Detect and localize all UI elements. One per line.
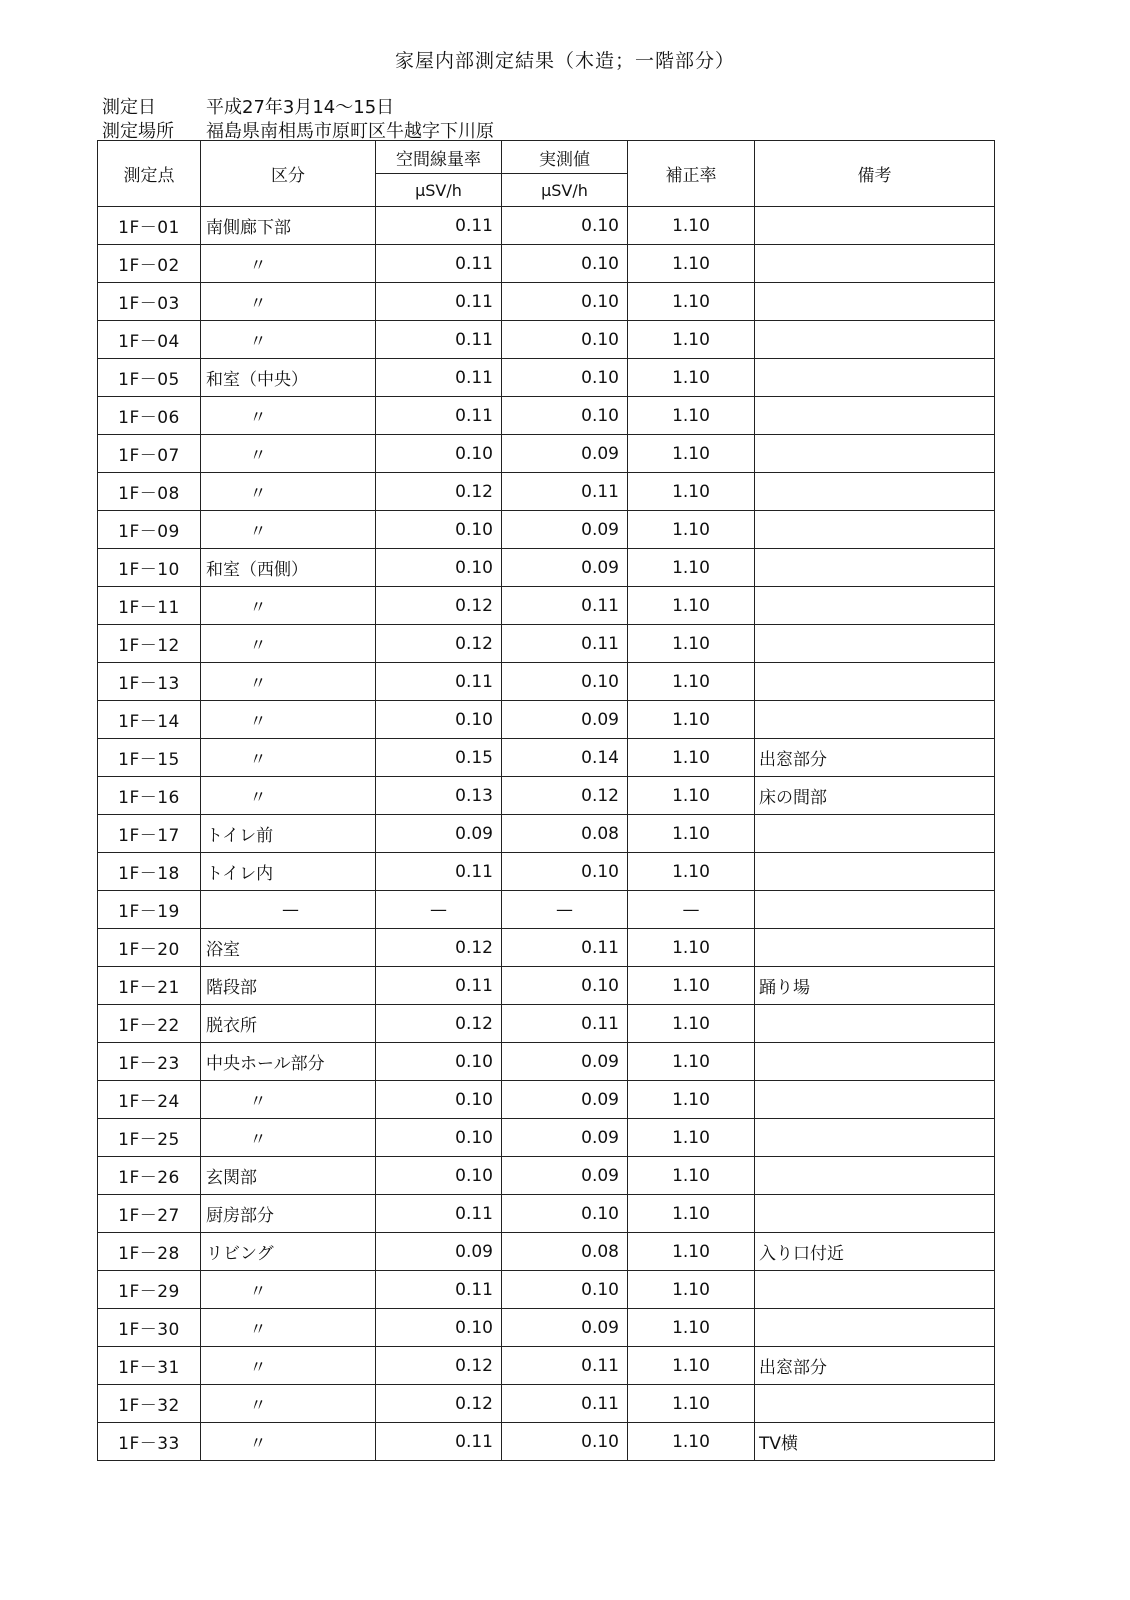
air-dose-cell: 0.12 — [376, 1385, 502, 1423]
measured-cell: — — [502, 891, 628, 929]
air-dose-cell: 0.13 — [376, 777, 502, 815]
measured-cell: 0.10 — [502, 397, 628, 435]
correction-cell: 1.10 — [628, 321, 755, 359]
note-cell — [755, 207, 995, 245]
category-cell: トイレ内 — [201, 853, 376, 891]
category-cell: 〃 — [201, 283, 376, 321]
note-cell — [755, 625, 995, 663]
measured-cell: 0.09 — [502, 1157, 628, 1195]
point-cell: 1F－16 — [98, 777, 201, 815]
table-row — [98, 853, 995, 891]
table-row — [98, 1005, 995, 1043]
note-cell: 出窓部分 — [755, 1347, 995, 1385]
point-cell: 1F－01 — [98, 207, 201, 245]
table-row — [98, 1385, 995, 1423]
point-cell: 1F－27 — [98, 1195, 201, 1233]
point-cell: 1F－28 — [98, 1233, 201, 1271]
air-dose-cell: 0.11 — [376, 1195, 502, 1233]
air-dose-cell: 0.11 — [376, 207, 502, 245]
air-dose-cell: 0.10 — [376, 1043, 502, 1081]
category-cell: 和室（西側） — [201, 549, 376, 587]
note-cell: 踊り場 — [755, 967, 995, 1005]
table-row — [98, 967, 995, 1005]
correction-cell: 1.10 — [628, 397, 755, 435]
measured-cell: 0.10 — [502, 245, 628, 283]
air-dose-cell: 0.11 — [376, 283, 502, 321]
category-cell: 〃 — [201, 701, 376, 739]
measured-cell: 0.10 — [502, 1195, 628, 1233]
measured-cell: 0.09 — [502, 1043, 628, 1081]
point-cell: 1F－02 — [98, 245, 201, 283]
air-dose-cell: 0.12 — [376, 1347, 502, 1385]
note-cell — [755, 321, 995, 359]
point-cell: 1F－18 — [98, 853, 201, 891]
correction-cell: 1.10 — [628, 245, 755, 283]
category-cell: 〃 — [201, 1271, 376, 1309]
note-cell — [755, 1157, 995, 1195]
category-cell: 〃 — [201, 777, 376, 815]
header-measured: 実測値 — [502, 141, 628, 174]
header-notes: 備考 — [755, 141, 995, 207]
note-cell — [755, 511, 995, 549]
air-dose-cell: 0.11 — [376, 1271, 502, 1309]
category-cell: 南側廊下部 — [201, 207, 376, 245]
point-cell: 1F－13 — [98, 663, 201, 701]
point-cell: 1F－20 — [98, 929, 201, 967]
point-cell: 1F－32 — [98, 1385, 201, 1423]
point-cell: 1F－33 — [98, 1423, 201, 1461]
table-row — [98, 397, 995, 435]
category-cell: 〃 — [201, 1423, 376, 1461]
measured-cell: 0.09 — [502, 1309, 628, 1347]
table-row — [98, 207, 995, 245]
correction-cell: 1.10 — [628, 207, 755, 245]
measured-cell: 0.10 — [502, 359, 628, 397]
air-dose-cell: 0.10 — [376, 1119, 502, 1157]
note-cell — [755, 473, 995, 511]
correction-cell: 1.10 — [628, 1233, 755, 1271]
category-cell: 階段部 — [201, 967, 376, 1005]
category-cell: — — [201, 891, 376, 929]
table-row — [98, 1157, 995, 1195]
table-row — [98, 473, 995, 511]
category-cell: 〃 — [201, 625, 376, 663]
page-title: 家屋内部測定結果（木造；一階部分） — [394, 50, 735, 72]
air-dose-cell: 0.11 — [376, 359, 502, 397]
header-air-dose: 空間線量率 — [376, 141, 502, 174]
note-cell: 入り口付近 — [755, 1233, 995, 1271]
point-cell: 1F－08 — [98, 473, 201, 511]
measured-cell: 0.09 — [502, 435, 628, 473]
point-cell: 1F－11 — [98, 587, 201, 625]
air-dose-cell: 0.11 — [376, 321, 502, 359]
point-cell: 1F－22 — [98, 1005, 201, 1043]
measured-cell: 0.14 — [502, 739, 628, 777]
table-row — [98, 1347, 995, 1385]
correction-cell: 1.10 — [628, 1043, 755, 1081]
point-cell: 1F－29 — [98, 1271, 201, 1309]
table-row — [98, 1423, 995, 1461]
place-label: 測定場所 — [102, 121, 174, 142]
note-cell — [755, 1005, 995, 1043]
note-cell — [755, 587, 995, 625]
note-cell — [755, 1081, 995, 1119]
category-cell: 〃 — [201, 245, 376, 283]
air-dose-cell: 0.12 — [376, 1005, 502, 1043]
header-category: 区分 — [201, 141, 376, 207]
note-cell: TV横 — [755, 1423, 995, 1461]
category-cell: 〃 — [201, 511, 376, 549]
air-dose-cell: 0.10 — [376, 511, 502, 549]
correction-cell: 1.10 — [628, 359, 755, 397]
correction-cell: 1.10 — [628, 587, 755, 625]
point-cell: 1F－23 — [98, 1043, 201, 1081]
category-cell: 〃 — [201, 435, 376, 473]
table-row — [98, 245, 995, 283]
note-cell — [755, 663, 995, 701]
measured-cell: 0.10 — [502, 207, 628, 245]
air-dose-cell: 0.10 — [376, 549, 502, 587]
table-row — [98, 435, 995, 473]
table-row — [98, 359, 995, 397]
air-dose-cell: 0.10 — [376, 1081, 502, 1119]
note-cell — [755, 1271, 995, 1309]
category-cell: リビング — [201, 1233, 376, 1271]
table-row — [98, 625, 995, 663]
note-cell — [755, 929, 995, 967]
correction-cell: 1.10 — [628, 283, 755, 321]
correction-cell: 1.10 — [628, 435, 755, 473]
correction-cell: 1.10 — [628, 1005, 755, 1043]
note-cell: 出窓部分 — [755, 739, 995, 777]
air-dose-cell: 0.15 — [376, 739, 502, 777]
note-cell — [755, 359, 995, 397]
point-cell: 1F－12 — [98, 625, 201, 663]
air-dose-cell: 0.10 — [376, 435, 502, 473]
table-row — [98, 1081, 995, 1119]
note-cell — [755, 853, 995, 891]
correction-cell: 1.10 — [628, 701, 755, 739]
note-cell — [755, 1119, 995, 1157]
category-cell: 〃 — [201, 1385, 376, 1423]
measured-cell: 0.10 — [502, 967, 628, 1005]
category-cell: 脱衣所 — [201, 1005, 376, 1043]
category-cell: トイレ前 — [201, 815, 376, 853]
date-value: 平成27年3月14～15日 — [206, 97, 395, 118]
measured-cell: 0.08 — [502, 815, 628, 853]
point-cell: 1F－07 — [98, 435, 201, 473]
category-cell: 和室（中央） — [201, 359, 376, 397]
category-cell: 〃 — [201, 1347, 376, 1385]
point-cell: 1F－15 — [98, 739, 201, 777]
table-row — [98, 815, 995, 853]
air-dose-cell: 0.11 — [376, 853, 502, 891]
note-cell — [755, 397, 995, 435]
category-cell: 〃 — [201, 739, 376, 777]
point-cell: 1F－03 — [98, 283, 201, 321]
measured-cell: 0.09 — [502, 701, 628, 739]
correction-cell: 1.10 — [628, 777, 755, 815]
point-cell: 1F－24 — [98, 1081, 201, 1119]
table-row — [98, 511, 995, 549]
correction-cell: 1.10 — [628, 625, 755, 663]
date-label: 測定日 — [102, 97, 156, 118]
correction-cell: 1.10 — [628, 1309, 755, 1347]
measured-cell: 0.11 — [502, 1385, 628, 1423]
table-row — [98, 701, 995, 739]
measured-cell: 0.09 — [502, 549, 628, 587]
air-dose-cell: — — [376, 891, 502, 929]
category-cell: 〃 — [201, 663, 376, 701]
category-cell: 〃 — [201, 397, 376, 435]
note-cell — [755, 1385, 995, 1423]
air-dose-cell: 0.11 — [376, 245, 502, 283]
measurement-table — [97, 140, 995, 1461]
note-cell — [755, 1043, 995, 1081]
correction-cell: 1.10 — [628, 929, 755, 967]
correction-cell: 1.10 — [628, 815, 755, 853]
measured-cell: 0.08 — [502, 1233, 628, 1271]
place-value: 福島県南相馬市原町区牛越字下川原 — [206, 121, 494, 142]
header-measured-unit: μSV/h — [502, 174, 628, 207]
measured-cell: 0.10 — [502, 321, 628, 359]
measured-cell: 0.11 — [502, 625, 628, 663]
table-row — [98, 1119, 995, 1157]
correction-cell: 1.10 — [628, 1195, 755, 1233]
category-cell: 〃 — [201, 1119, 376, 1157]
category-cell: 〃 — [201, 1309, 376, 1347]
point-cell: 1F－30 — [98, 1309, 201, 1347]
air-dose-cell: 0.10 — [376, 701, 502, 739]
header-point: 測定点 — [98, 141, 201, 207]
air-dose-cell: 0.11 — [376, 1423, 502, 1461]
table-row — [98, 663, 995, 701]
category-cell: 中央ホール部分 — [201, 1043, 376, 1081]
correction-cell: 1.10 — [628, 1423, 755, 1461]
measured-cell: 0.11 — [502, 587, 628, 625]
category-cell: 浴室 — [201, 929, 376, 967]
correction-cell: 1.10 — [628, 549, 755, 587]
point-cell: 1F－05 — [98, 359, 201, 397]
correction-cell: 1.10 — [628, 1271, 755, 1309]
note-cell — [755, 435, 995, 473]
measurement-date — [102, 93, 394, 119]
point-cell: 1F－25 — [98, 1119, 201, 1157]
air-dose-cell: 0.12 — [376, 929, 502, 967]
table-row — [98, 1309, 995, 1347]
header-correction: 補正率 — [628, 141, 755, 207]
category-cell: 〃 — [201, 1081, 376, 1119]
table-row — [98, 283, 995, 321]
air-dose-cell: 0.09 — [376, 1233, 502, 1271]
air-dose-cell: 0.12 — [376, 587, 502, 625]
note-cell — [755, 549, 995, 587]
table-row — [98, 777, 995, 815]
measured-cell: 0.09 — [502, 511, 628, 549]
measured-cell: 0.10 — [502, 283, 628, 321]
measured-cell: 0.12 — [502, 777, 628, 815]
measured-cell: 0.11 — [502, 473, 628, 511]
table-row — [98, 891, 995, 929]
point-cell: 1F－10 — [98, 549, 201, 587]
table-row — [98, 587, 995, 625]
measured-cell: 0.10 — [502, 663, 628, 701]
correction-cell: 1.10 — [628, 1347, 755, 1385]
category-cell: 〃 — [201, 321, 376, 359]
correction-cell: — — [628, 891, 755, 929]
measured-cell: 0.10 — [502, 853, 628, 891]
air-dose-cell: 0.11 — [376, 397, 502, 435]
measured-cell: 0.10 — [502, 1271, 628, 1309]
point-cell: 1F－14 — [98, 701, 201, 739]
note-cell — [755, 1195, 995, 1233]
correction-cell: 1.10 — [628, 663, 755, 701]
correction-cell: 1.10 — [628, 853, 755, 891]
table-row — [98, 549, 995, 587]
table-row — [98, 321, 995, 359]
air-dose-cell: 0.09 — [376, 815, 502, 853]
table-row — [98, 1271, 995, 1309]
correction-cell: 1.10 — [628, 1119, 755, 1157]
category-cell: 〃 — [201, 473, 376, 511]
correction-cell: 1.10 — [628, 511, 755, 549]
measured-cell: 0.11 — [502, 1005, 628, 1043]
correction-cell: 1.10 — [628, 1385, 755, 1423]
measured-cell: 0.11 — [502, 1347, 628, 1385]
table-row — [98, 1195, 995, 1233]
measured-cell: 0.09 — [502, 1119, 628, 1157]
note-cell — [755, 701, 995, 739]
table-row — [98, 1233, 995, 1271]
measured-cell: 0.11 — [502, 929, 628, 967]
correction-cell: 1.10 — [628, 739, 755, 777]
note-cell — [755, 891, 995, 929]
point-cell: 1F－09 — [98, 511, 201, 549]
correction-cell: 1.10 — [628, 1081, 755, 1119]
note-cell: 床の間部 — [755, 777, 995, 815]
air-dose-cell: 0.10 — [376, 1309, 502, 1347]
note-cell — [755, 815, 995, 853]
correction-cell: 1.10 — [628, 967, 755, 1005]
air-dose-cell: 0.11 — [376, 967, 502, 1005]
note-cell — [755, 1309, 995, 1347]
correction-cell: 1.10 — [628, 473, 755, 511]
measured-cell: 0.09 — [502, 1081, 628, 1119]
point-cell: 1F－19 — [98, 891, 201, 929]
point-cell: 1F－06 — [98, 397, 201, 435]
point-cell: 1F－04 — [98, 321, 201, 359]
category-cell: 〃 — [201, 587, 376, 625]
air-dose-cell: 0.11 — [376, 663, 502, 701]
correction-cell: 1.10 — [628, 1157, 755, 1195]
table-row — [98, 929, 995, 967]
air-dose-cell: 0.12 — [376, 473, 502, 511]
air-dose-cell: 0.12 — [376, 625, 502, 663]
category-cell: 玄関部 — [201, 1157, 376, 1195]
measured-cell: 0.10 — [502, 1423, 628, 1461]
note-cell — [755, 283, 995, 321]
header-air-dose-unit: μSV/h — [376, 174, 502, 207]
point-cell: 1F－31 — [98, 1347, 201, 1385]
table-row — [98, 1043, 995, 1081]
category-cell: 厨房部分 — [201, 1195, 376, 1233]
point-cell: 1F－17 — [98, 815, 201, 853]
point-cell: 1F－26 — [98, 1157, 201, 1195]
air-dose-cell: 0.10 — [376, 1157, 502, 1195]
point-cell: 1F－21 — [98, 967, 201, 1005]
note-cell — [755, 245, 995, 283]
table-row — [98, 739, 995, 777]
